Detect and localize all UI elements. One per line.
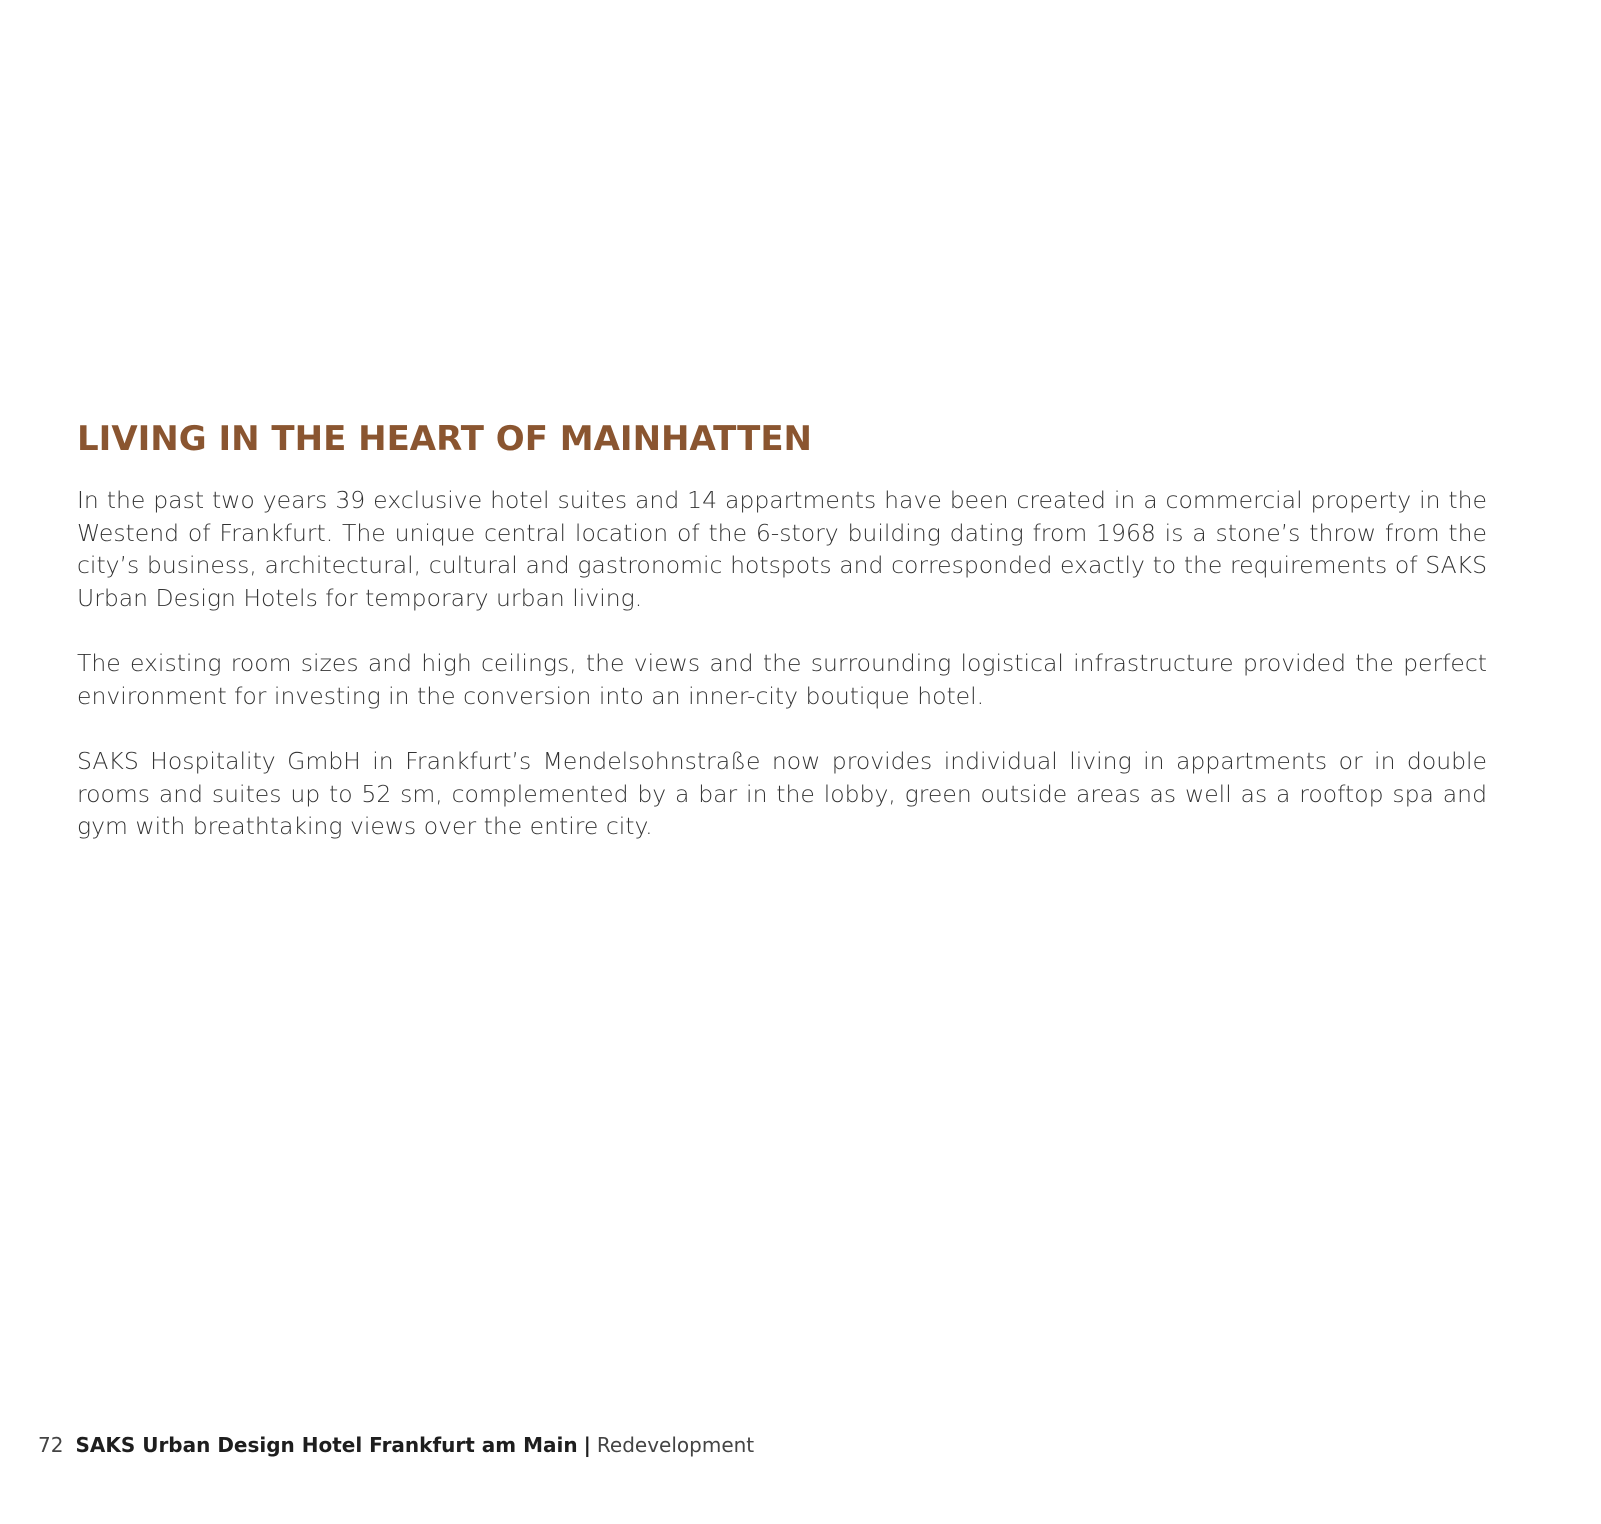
article-paragraph-1: In the past two years 39 exclusive hotel suites and 14 appartments have been created in a commercial property in the Westend of Frankfurt. The unique central location of the 6-story building dating from 1968 is a stone’s throw from the city’s business, architectural, cultural and gastronomic hotspots and corresponded exactly to the requirements of SAKS Urban Design Hotels for temporary urban living. [77, 486, 1487, 612]
article [77, 418, 1487, 876]
footer-separator: | [583, 1433, 591, 1457]
article-paragraph-2: The existing room sizes and high ceilings, the views and the surrounding logistical infrastructure provided the perfect environment for investing in the conversion into an inner-city boutique hotel. [77, 649, 1487, 710]
page-footer [38, 1432, 754, 1458]
section-name: Redevelopment [596, 1433, 755, 1457]
article-heading: LIVING IN THE HEART OF MAINHATTEN [77, 419, 813, 459]
article-paragraph-3: SAKS Hospitality GmbH in Frankfurt’s Mendelsohnstraße now provides individual living in appartments or in double rooms and suites up to 52 sm, complemented by a bar in the lobby, green outside areas as well as a rooftop spa and gym with breathtaking views over the entire city. [77, 747, 1487, 840]
publication-title: SAKS Urban Design Hotel Frankfurt am Main [75, 1433, 578, 1457]
page-number: 72 [38, 1433, 64, 1457]
